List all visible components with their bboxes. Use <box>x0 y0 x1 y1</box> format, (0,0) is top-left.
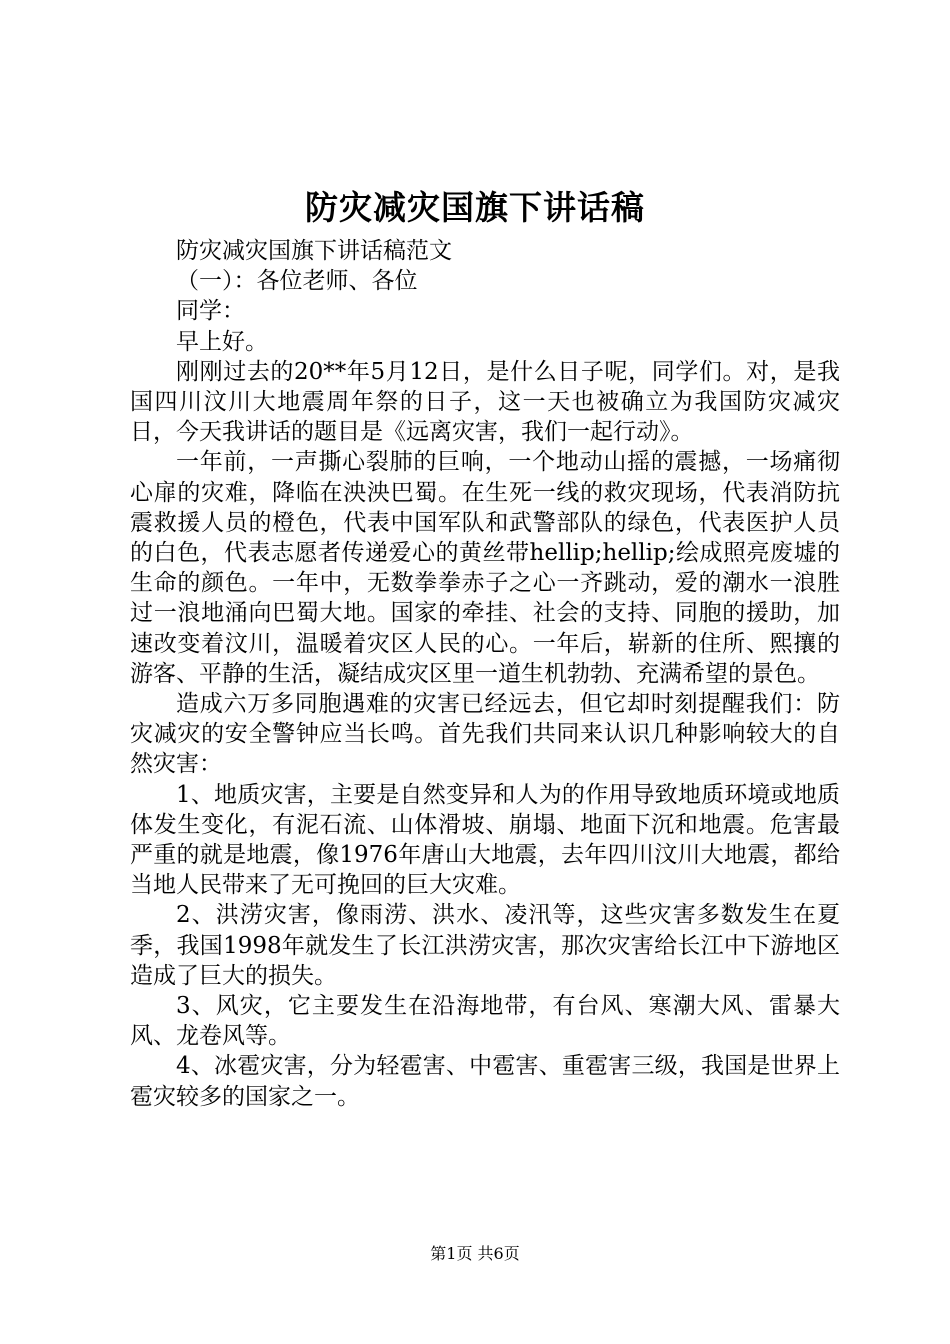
page-number-footer: 第1页 共6页 <box>430 1244 520 1263</box>
paragraph-hail: 4、冰雹灾害，分为轻雹害、中雹害、重雹害三级，我国是世界上雹灾较多的国家之一。 <box>130 1053 840 1110</box>
paragraph-greeting: 早上好。 <box>176 328 268 355</box>
document-body <box>130 236 840 1112</box>
paragraph-flood: 2、洪涝灾害，像雨涝、洪水、凌汛等，这些灾害多数发生在夏季，我国1998年就发生了长江洪涝灾害，那次灾害给长江中下游地区造成了巨大的损失。 <box>130 902 840 989</box>
paragraph-subtitle: 防灾减灾国旗下讲话稿范文 <box>176 238 452 264</box>
paragraph-recollection: 一年前，一声撕心裂肺的巨响，一个地动山摇的震撼，一场痛彻心扉的灾难，降临在泱泱巴蜀。在生死一线的救灾现场，代表消防抗震救援人员的橙色，代表中国军队和武警部队的绿色，代表医护人员的白色，代表志愿者传递爱心的黄丝带hellip;hellip;绘成照亮废墟的生命的颜色。一年中，无数拳拳赤子之心一齐跳动，爱的潮水一浪胜过一浪地涌向巴蜀大地。国家的牵挂、社会的支持、同胞的援助，加速改变着汶川，温暖着灾区人民的心。一年后，崭新的住所、熙攘的游客、平静的生活，凝结成灾区里一道生机勃勃、充满希望的景色。 <box>130 449 840 687</box>
paragraph-salutation-2: 同学： <box>176 298 245 325</box>
paragraph-geological: 1、地质灾害，主要是自然变异和人为的作用导致地质环境或地质体发生变化，有泥石流、山体滑坡、崩塌、地面下沉和地震。危害最严重的就是地震，像1976年唐山大地震，去年四川汶川大地震，都给当地人民带来了无可挽回的巨大灾难。 <box>130 781 840 899</box>
paragraph-wind: 3、风灾，它主要发生在沿海地带，有台风、寒潮大风、雷暴大风、龙卷风等。 <box>130 993 840 1050</box>
document-title: 防灾减灾国旗下讲话稿 <box>305 188 645 227</box>
paragraph-warning: 造成六万多同胞遇难的灾害已经远去，但它却时刻提醒我们：防灾减灾的安全警钟应当长鸣。首先我们共同来认识几种影响较大的自然灾害： <box>130 691 840 778</box>
paragraph-salutation-1: （一）：各位老师、各位 <box>176 268 418 295</box>
paragraph-intro: 刚刚过去的20**年5月12日，是什么日子呢，同学们。对，是我国四川汶川大地震周年祭的日子，这一天也被确立为我国防灾减灾日，今天我讲话的题目是《远离灾害，我们一起行动》。 <box>130 358 840 446</box>
